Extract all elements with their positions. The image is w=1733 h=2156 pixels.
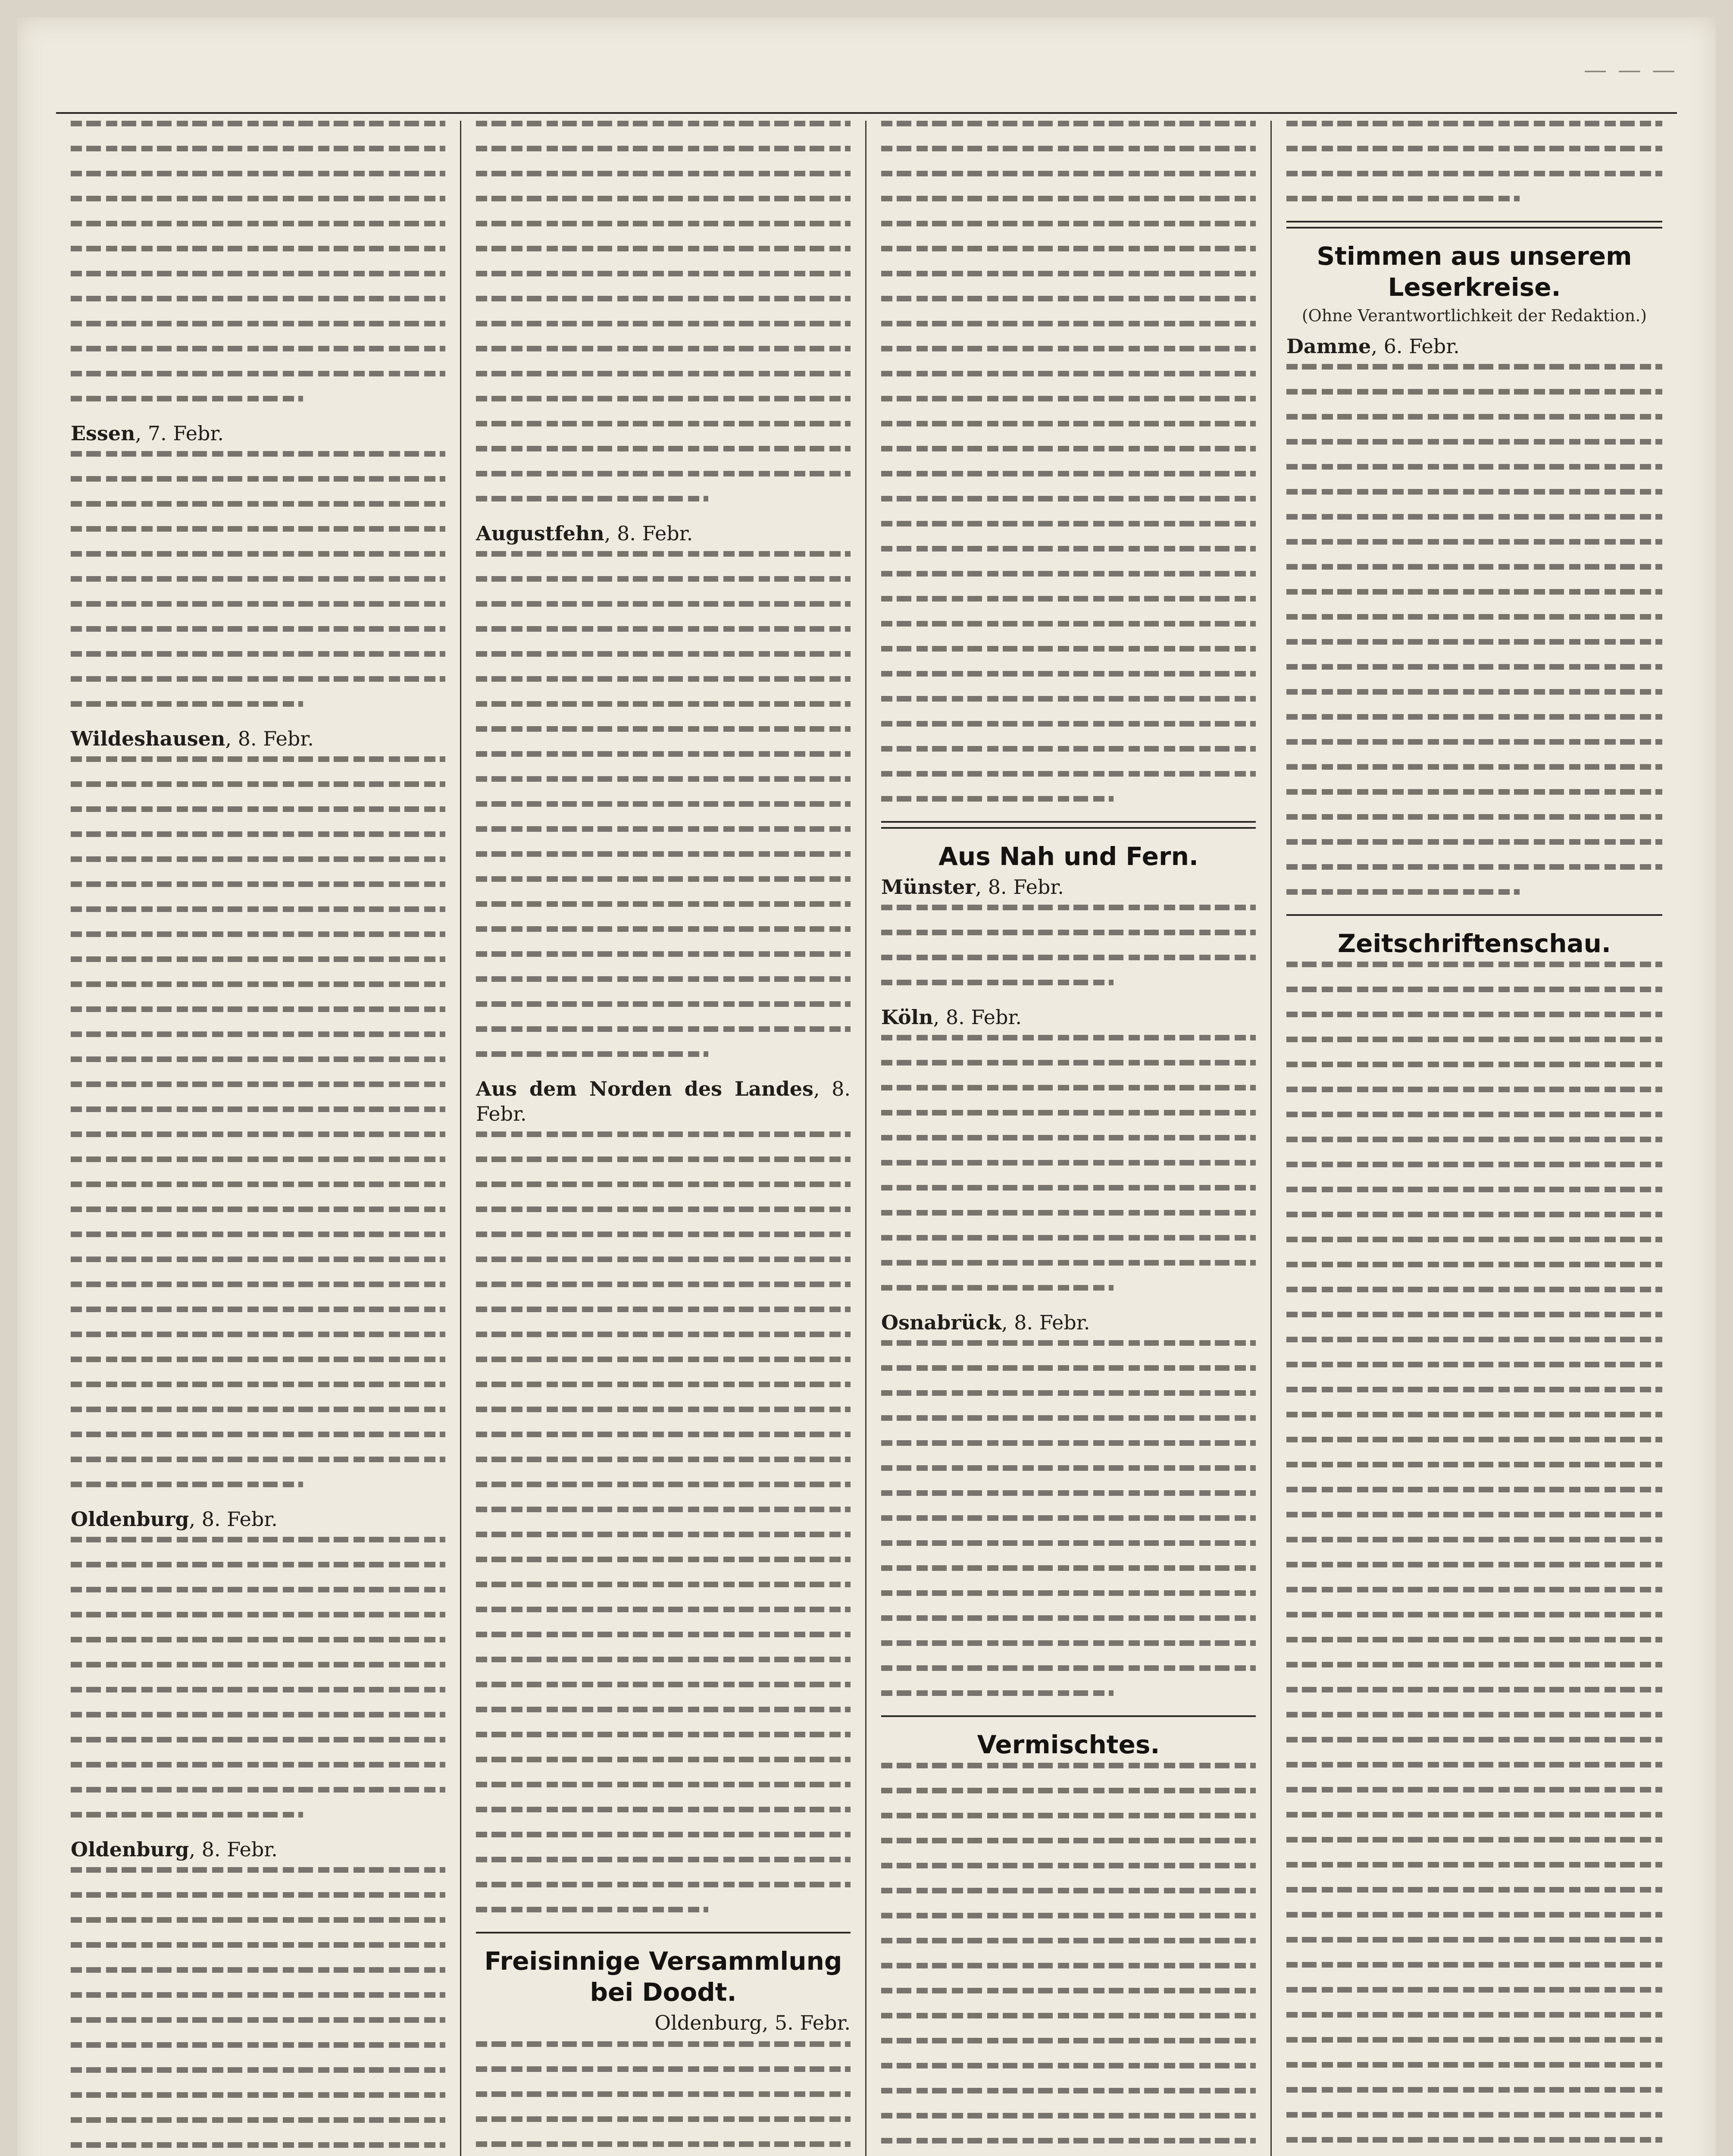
article-body	[881, 905, 1256, 985]
column-2	[461, 121, 866, 2156]
readers-voices-title: Stimmen aus unserem Leserkreise.	[1317, 241, 1632, 302]
meeting-report-dateline: Oldenburg, 5. Febr.	[654, 2011, 851, 2034]
article-body	[476, 2041, 851, 2156]
article-body	[71, 451, 445, 707]
column-grid	[56, 121, 1677, 2156]
column-1	[56, 121, 461, 2156]
column-3	[866, 121, 1272, 2156]
article-body	[1286, 364, 1662, 895]
readers-voices-note: (Ohne Verantwortlichkeit der Redaktion.)	[1301, 306, 1647, 325]
article-body	[1286, 962, 1662, 2156]
local-news-item: Augustfehn, 8. Febr.	[476, 522, 693, 545]
item-heading: Aus dem Norden des Landes	[476, 1077, 813, 1100]
article-continuation	[71, 121, 445, 401]
local-news-item: Damme, 6. Febr.	[1286, 335, 1460, 358]
local-news-item: Oldenburg, 8. Febr.	[71, 1838, 278, 1861]
item-place: Osnabrück	[881, 1311, 1001, 1334]
section-rule	[1286, 221, 1662, 229]
item-place: Augustfehn	[476, 522, 604, 545]
item-place: Oldenburg	[71, 1507, 189, 1531]
article-body	[476, 551, 851, 1057]
meeting-report-title: Freisinnige Versammlung bei Doodt.	[484, 1946, 842, 2007]
vermischtes-title: Vermischtes.	[977, 1730, 1160, 1759]
item-place: Köln	[881, 1006, 933, 1029]
article-body	[71, 756, 445, 1487]
local-news-item: Osnabrück, 8. Febr.	[881, 1311, 1090, 1334]
article-continuation	[881, 121, 1256, 802]
article-continuation	[1286, 121, 1662, 201]
item-date: 8. Febr.	[201, 1838, 278, 1861]
article-body	[71, 1867, 445, 2156]
item-place: Wildeshausen	[71, 727, 225, 750]
newspaper-page	[17, 17, 1716, 2156]
item-place: Essen	[71, 422, 135, 445]
item-date: 8. Febr.	[201, 1507, 278, 1531]
item-date: 8. Febr.	[1014, 1311, 1090, 1334]
item-date: 7. Febr.	[147, 422, 224, 445]
article-body	[881, 1340, 1256, 1696]
article-body	[881, 1035, 1256, 1291]
item-place: Oldenburg	[71, 1838, 189, 1861]
page-header-rule	[56, 43, 1677, 114]
article-body	[881, 1763, 1256, 2156]
local-news-item: Oldenburg, 8. Febr.	[71, 1507, 278, 1531]
item-date: 6. Febr.	[1383, 335, 1460, 358]
page-edge-marks: — — —	[1583, 56, 1677, 83]
article-continuation	[476, 121, 851, 501]
section-rule	[476, 1932, 851, 1934]
local-news-item: Münster, 8. Febr.	[881, 875, 1064, 899]
item-place: Damme	[1286, 335, 1371, 358]
item-date: 8. Febr.	[476, 1077, 851, 1125]
local-news-item: Essen, 7. Febr.	[71, 422, 224, 445]
item-date: 8. Febr.	[617, 522, 693, 545]
item-date: 8. Febr.	[945, 1006, 1022, 1029]
item-date: 8. Febr.	[238, 727, 314, 750]
article-body	[476, 1131, 851, 1912]
nah-und-fern-title: Aus Nah und Fern.	[938, 842, 1198, 871]
item-date: 8. Febr.	[988, 875, 1064, 899]
journal-review-title: Zeitschriftenschau.	[1338, 929, 1611, 958]
item-place: Münster	[881, 875, 976, 899]
section-rule	[881, 1715, 1256, 1717]
local-news-item: Aus dem Norden des Landes, 8. Febr.	[476, 1077, 851, 1125]
local-news-item: Wildeshausen, 8. Febr.	[71, 727, 314, 750]
section-rule	[881, 821, 1256, 829]
column-4	[1272, 121, 1677, 2156]
section-rule	[1286, 914, 1662, 916]
article-body	[71, 1537, 445, 1818]
local-news-item: Köln, 8. Febr.	[881, 1006, 1022, 1029]
